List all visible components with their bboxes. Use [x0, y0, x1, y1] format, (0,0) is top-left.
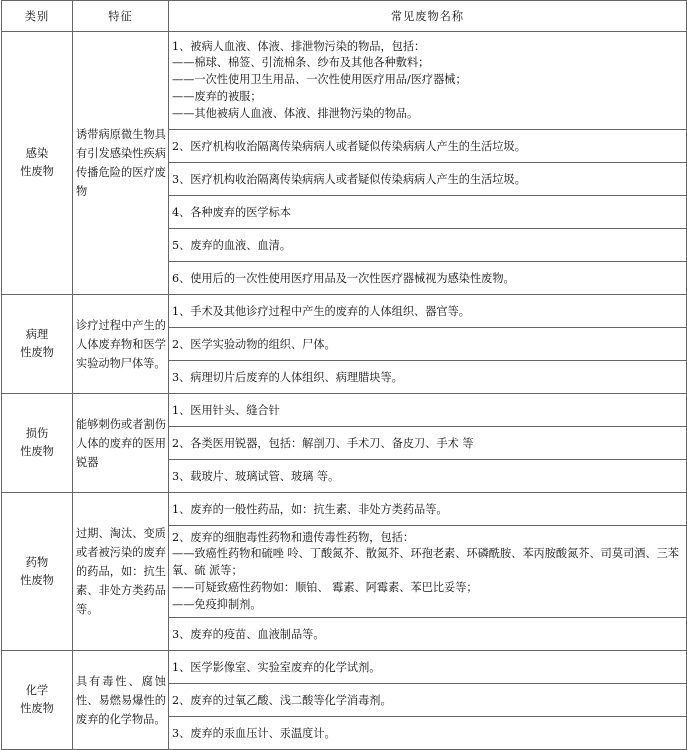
- category-label: 性废物: [20, 165, 54, 178]
- header-feature: 特征: [73, 1, 169, 32]
- feature-cell: 过期、淘汰、变质或者被污染的废弃的药品，如：抗生素、非处方类药品等。: [73, 493, 169, 651]
- item-line: 2、废弃的细胞毒性药物和遗传毒性药物，包括：: [172, 530, 415, 544]
- category-label: 感染: [25, 147, 49, 160]
- waste-item: 6、使用后的一次性使用医疗用品及一次性医疗器械视为感染性废物。: [169, 262, 687, 295]
- waste-item: 3、病理切片后废弃的人体组织、病理腊块等。: [169, 361, 687, 394]
- header-row: [2, 1, 687, 32]
- table-row: [2, 32, 687, 130]
- feature-cell: 具有毒性、腐蚀性、易燃易爆性的废弃的化学物品。: [73, 651, 169, 750]
- category-cell: [2, 394, 73, 493]
- header-category: 类别: [2, 1, 73, 32]
- item-line: ——废弃的被服；: [172, 89, 262, 103]
- category-label: 化学: [25, 684, 49, 697]
- feature-cell: 诊疗过程中产生的人体废弃物和医学实验动物尸体等。: [73, 295, 169, 394]
- item-line: ——棉球、棉签、引流棉条、纱布及其他各种敷料；: [172, 56, 430, 70]
- waste-item: 3、废弃的汞血压计、汞温度计。: [169, 717, 687, 750]
- table-row: [2, 295, 687, 328]
- table-row: [2, 651, 687, 684]
- waste-item: [169, 526, 687, 618]
- category-cell: [2, 295, 73, 394]
- waste-item: 1、医用针头、缝合针: [169, 394, 687, 427]
- category-cell: [2, 32, 73, 295]
- waste-item: 2、各类医用锐器，包括：解剖刀、手术刀、备皮刀、手术 等: [169, 427, 687, 460]
- feature-cell: 诱带病原微生物具有引发感染性疾病传播危险的医疗废物: [73, 32, 169, 295]
- waste-item: 5、废弃的血液、血清。: [169, 229, 687, 262]
- item-line: 1、被病人血液、体液、排泄物污染的物品，包括：: [172, 39, 426, 53]
- waste-item: 3、载玻片、玻璃试管、玻璃 等。: [169, 460, 687, 493]
- waste-item: 3、废弃的疫苗、血液制品等。: [169, 618, 687, 651]
- category-label: 性废物: [20, 346, 54, 359]
- category-label: 性废物: [20, 702, 54, 715]
- table-row: [2, 493, 687, 526]
- waste-item: 1、手术及其他诊疗过程中产生的废弃的人体组织、器官等。: [169, 295, 687, 328]
- category-cell: [2, 651, 73, 750]
- waste-item: 2、医疗机构收治隔离传染病病人或者疑似传染病病人产生的生活垃圾。: [169, 130, 687, 163]
- item-line: ——一次性使用卫生用品、一次性使用医疗用品/医疗器械；: [172, 73, 467, 87]
- header-names: 常见废物名称: [169, 1, 687, 32]
- waste-item: [169, 32, 687, 130]
- waste-item: 4、各种废弃的医学标本: [169, 196, 687, 229]
- category-label: 性废物: [20, 573, 54, 587]
- table-row: [2, 394, 687, 427]
- item-line: ——免疫抑制剂。: [172, 597, 262, 611]
- waste-item: 1、废弃的一般性药品，如：抗生素、非处方类药品等。: [169, 493, 687, 526]
- item-line: ——致癌性药物和硫唑 呤、丁酸氮芥、散氮芥、环孢老素、环磷酰胺、苯丙胺酸氮芥、司莫司酒、三苯 氧、硫 派等；: [172, 547, 679, 578]
- category-label: 损伤: [25, 427, 49, 440]
- category-label: 药物: [25, 555, 49, 569]
- item-line: ——可疑致癌性药物如：顺铂、 霉素、阿霉素、苯巴比妥等；: [172, 580, 478, 594]
- waste-item: 2、医学实验动物的组织、尸体。: [169, 328, 687, 361]
- waste-item: 3、医疗机构收治隔离传染病病人或者疑似传染病病人产生的生活垃圾。: [169, 163, 687, 196]
- category-label: 性废物: [20, 445, 54, 458]
- category-label: 病理: [25, 328, 49, 341]
- item-line: ——其他被病人血液、体液、排泄物污染的物品。: [172, 106, 419, 120]
- waste-item: 1、医学影像室、实验室废弃的化学试剂。: [169, 651, 687, 684]
- medical-waste-table: [1, 0, 687, 750]
- category-cell: [2, 493, 73, 651]
- feature-cell: 能够刺伤或者割伤人体的废弃的医用锐器: [73, 394, 169, 493]
- waste-item: 2、废弃的过氧乙酸、浅二酸等化学消毒剂。: [169, 684, 687, 717]
